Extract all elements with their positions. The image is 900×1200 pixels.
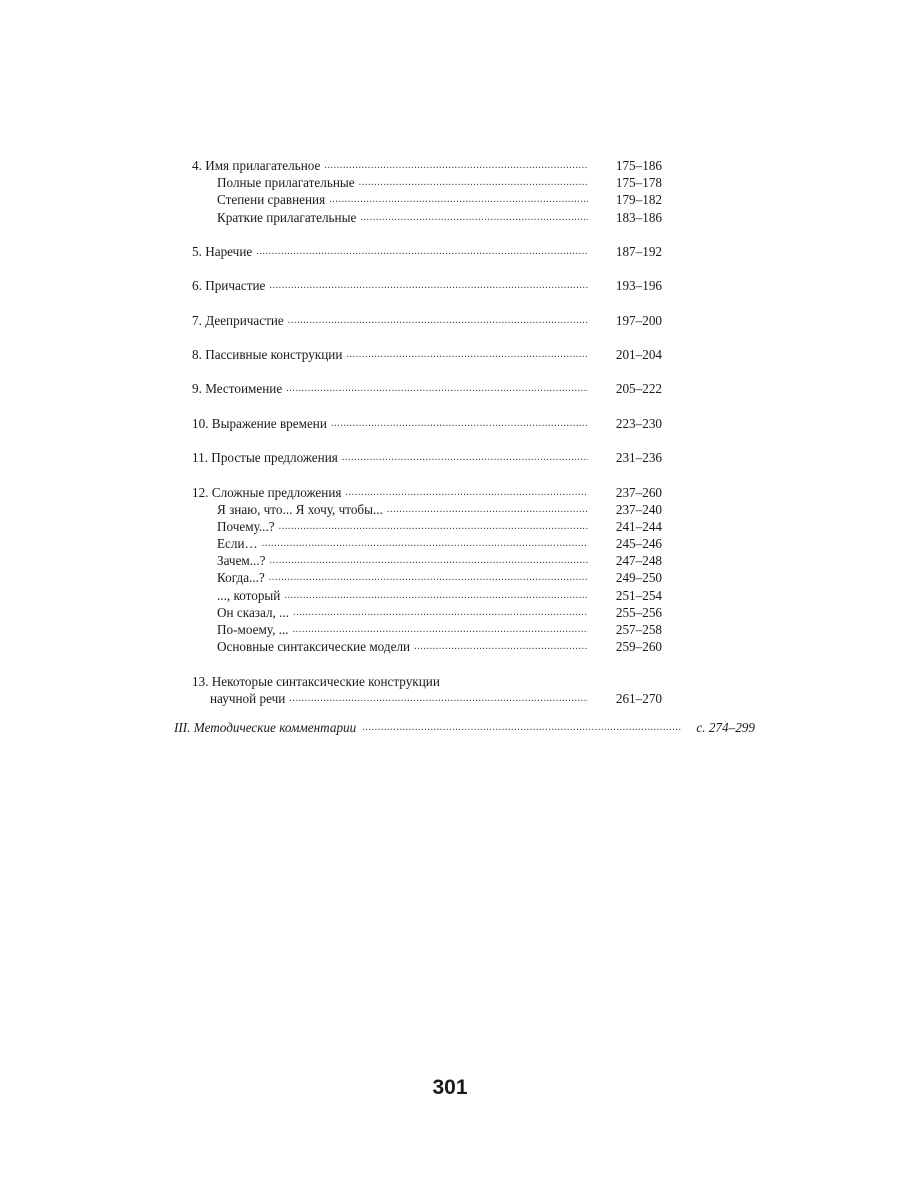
toc-subentry — [192, 174, 662, 191]
toc-entry-label: 9. Местоимение — [192, 381, 283, 397]
dot-leader — [342, 449, 588, 466]
toc-entry-label: 10. Выражение времени — [192, 415, 327, 431]
toc-entry-pages: 187–192 — [615, 243, 662, 259]
toc-subentry-label: Краткие прилагательные — [217, 209, 357, 225]
dot-leader — [256, 243, 588, 260]
toc-subentry-label: Почему...? — [217, 518, 275, 534]
toc-entry-pages: 261–270 — [615, 690, 662, 706]
dot-leader — [270, 552, 588, 569]
table-of-contents — [192, 157, 662, 707]
toc-subentry — [192, 621, 662, 638]
toc-subentry-label: Если… — [217, 536, 258, 552]
toc-entry-ch13-line1: 13. Некоторые синтаксические конструкции — [192, 673, 440, 689]
dot-leader — [262, 535, 588, 552]
toc-subentry-label: Я знаю, что... Я хочу, чтобы... — [217, 501, 383, 517]
toc-subentry-pages: 175–178 — [615, 175, 662, 191]
dot-leader — [286, 380, 588, 397]
toc-entry-label: 5. Наречие — [192, 243, 253, 259]
toc-entry-ch13 — [192, 690, 662, 707]
section-3-pages: с. 274–299 — [696, 720, 755, 735]
dot-leader — [289, 690, 588, 707]
toc-subentry-pages: 257–258 — [615, 622, 662, 638]
toc-subentry-label: Основные синтаксические модели — [217, 639, 411, 655]
toc-entry-ch6 — [192, 277, 662, 294]
toc-subentry — [192, 587, 662, 604]
toc-entry-pages: 223–230 — [615, 415, 662, 431]
toc-subentry — [192, 570, 662, 587]
dot-leader — [360, 209, 588, 226]
toc-entry-label: 7. Деепричастие — [192, 312, 284, 328]
page-number: 301 — [432, 1076, 468, 1099]
toc-subentry — [192, 501, 662, 518]
toc-subentry — [192, 552, 662, 569]
toc-subentry — [192, 638, 662, 655]
toc-subentry-pages: 245–246 — [615, 536, 662, 552]
toc-entry-ch9 — [192, 380, 662, 397]
dot-leader — [269, 277, 588, 294]
toc-entry-ch5 — [192, 243, 662, 260]
dot-leader — [331, 415, 588, 432]
toc-entry-ch4 — [192, 157, 662, 174]
toc-entry-pages: 197–200 — [615, 312, 662, 328]
toc-entry-label: научной речи — [210, 690, 286, 706]
toc-subentry-label: Он сказал, ... — [217, 604, 290, 620]
toc-subentry-label: Зачем...? — [217, 553, 266, 569]
toc-entry-label: 8. Пассивные конструкции — [192, 347, 343, 363]
toc-entry-pages: 237–260 — [615, 484, 662, 500]
toc-entry-label: 4. Имя прилагательное — [192, 157, 321, 173]
dot-leader — [284, 587, 588, 604]
toc-subentry-label: По-моему, ... — [217, 622, 289, 638]
toc-entry-pages: 231–236 — [615, 450, 662, 466]
dot-leader — [279, 518, 588, 535]
toc-entry-label: 6. Причастие — [192, 278, 266, 294]
toc-entry-ch7 — [192, 312, 662, 329]
toc-entry-pages: 205–222 — [615, 381, 662, 397]
dot-leader — [387, 501, 588, 518]
toc-subentry-label: Полные прилагательные — [217, 175, 355, 191]
toc-subentry-pages: 251–254 — [615, 587, 662, 603]
dot-leader — [293, 621, 588, 638]
toc-subentry-pages: 179–182 — [615, 192, 662, 208]
toc-subentry — [192, 604, 662, 621]
toc-subentry-label: Когда...? — [217, 570, 265, 586]
toc-entry-label: 12. Сложные предложения — [192, 484, 342, 500]
toc-subentry — [192, 191, 662, 208]
toc-entry-pages: 175–186 — [615, 157, 662, 173]
toc-subentry-label: ..., который — [217, 587, 281, 603]
toc-section-3 — [174, 719, 755, 736]
dot-leader — [346, 346, 588, 363]
toc-subentry-pages: 249–250 — [615, 570, 662, 586]
toc-entry-pages: 201–204 — [615, 347, 662, 363]
toc-subentry-pages: 255–256 — [615, 604, 662, 620]
dot-leader — [293, 604, 588, 621]
toc-subentry-pages: 259–260 — [615, 639, 662, 655]
dot-leader — [324, 157, 588, 174]
dot-leader — [288, 312, 588, 329]
toc-subentry — [192, 535, 662, 552]
toc-subentry-pages: 241–244 — [615, 518, 662, 534]
toc-entry-ch11 — [192, 449, 662, 466]
dot-leader — [362, 719, 682, 736]
toc-entry-ch12 — [192, 484, 662, 501]
toc-entry-pages: 193–196 — [615, 278, 662, 294]
toc-entry-ch8 — [192, 346, 662, 363]
dot-leader — [329, 191, 588, 208]
toc-subentry — [192, 518, 662, 535]
toc-entry-ch10 — [192, 415, 662, 432]
dot-leader — [359, 174, 588, 191]
toc-subentry — [192, 209, 662, 226]
section-3-label: III. Методические комментарии — [174, 720, 357, 735]
toc-entry-label: 11. Простые предложения — [192, 450, 338, 466]
dot-leader — [269, 569, 588, 586]
dot-leader — [345, 484, 588, 501]
toc-subentry-pages: 237–240 — [615, 501, 662, 517]
toc-subentry-pages: 247–248 — [615, 553, 662, 569]
dot-leader — [414, 638, 588, 655]
toc-subentry-label: Степени сравнения — [217, 192, 326, 208]
toc-subentry-pages: 183–186 — [615, 209, 662, 225]
